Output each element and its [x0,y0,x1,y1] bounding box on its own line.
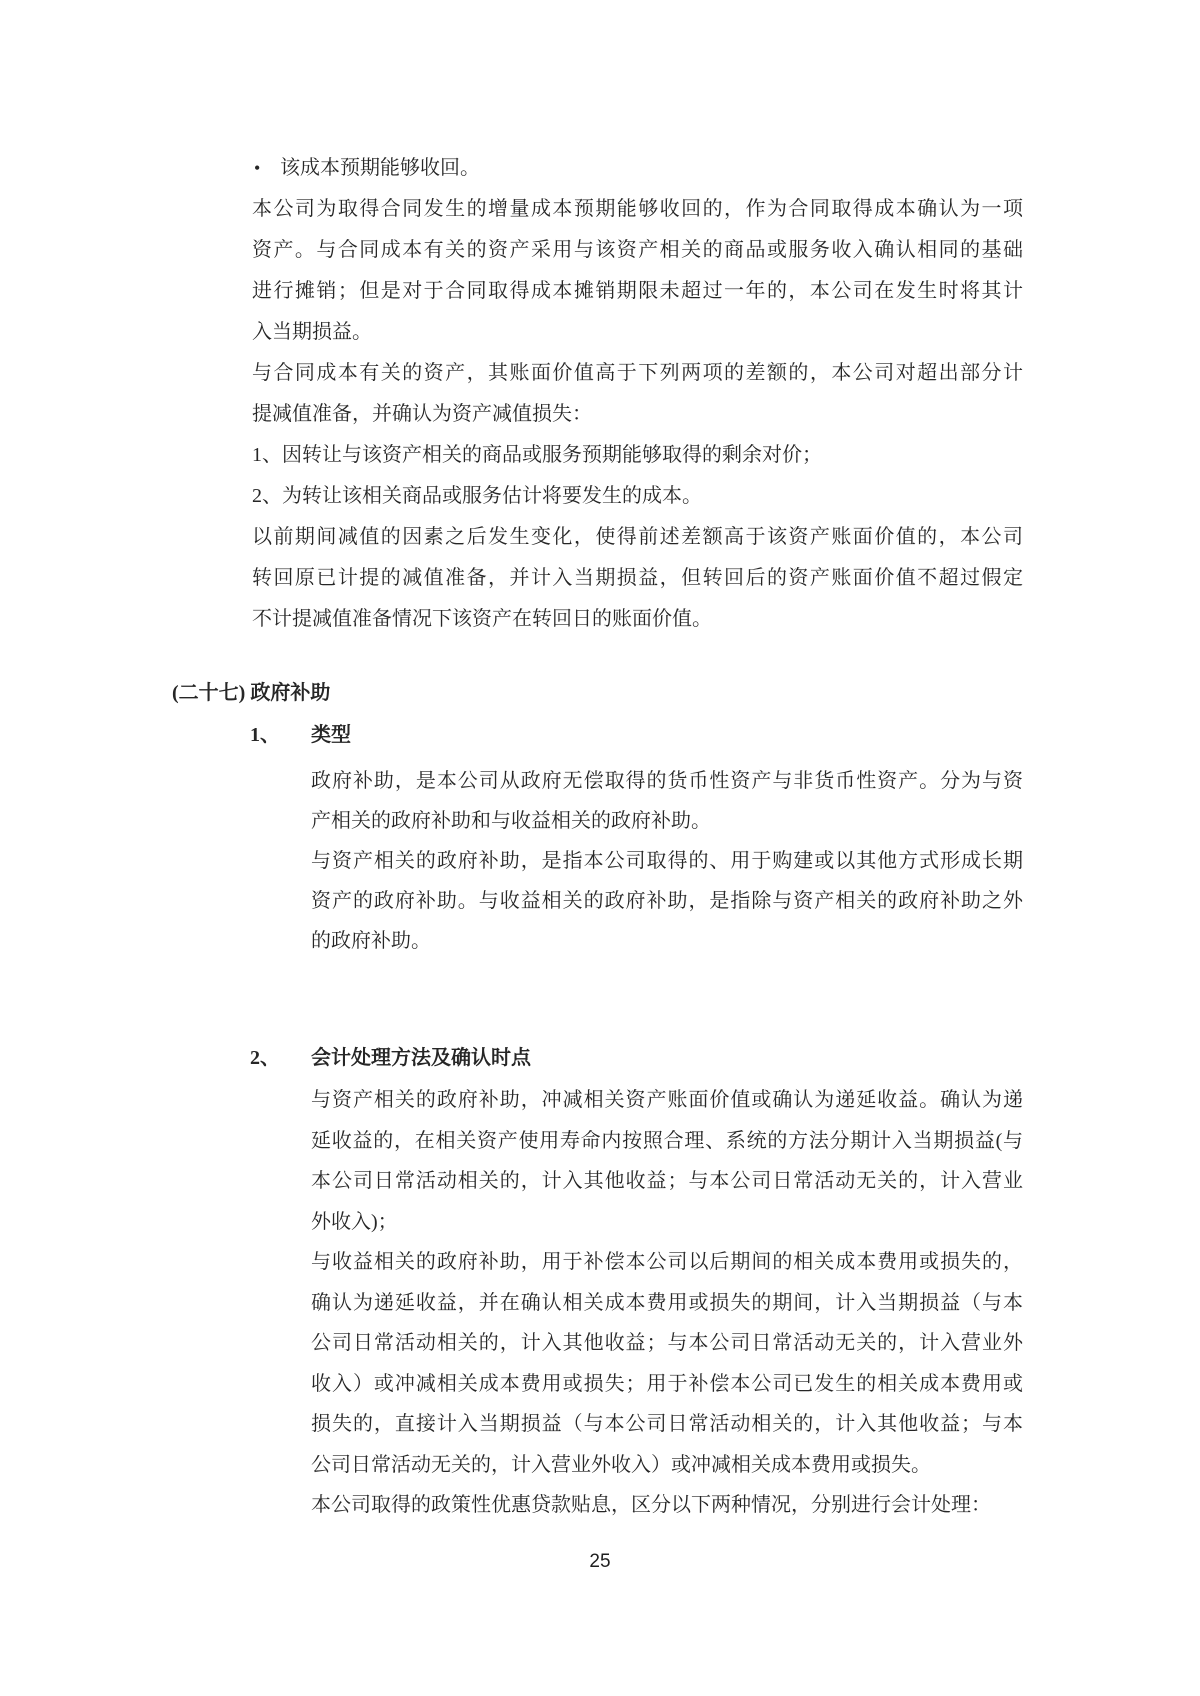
paragraph [252,476,1023,517]
text-line: 收入）或冲减相关成本费用或损失；用于补偿本公司已发生的相关成本费用或 [311,1372,1023,1395]
text-line: 以前期间减值的因素之后发生变化，使得前述差额高于该资产账面价值的，本公司 [252,526,1023,548]
subsection-number: 1、 [250,724,280,746]
paragraph [252,353,1023,435]
paragraph [311,1485,1023,1526]
text-line: 本公司日常活动相关的，计入其他收益；与本公司日常活动无关的，计入营业 [311,1170,1023,1192]
text-line: 转回原已计提的减值准备，并计入当期损益，但转回后的资产账面价值不超过假定 [252,567,1023,589]
text-line: 本公司取得的政策性优惠贷款贴息，区分以下两种情况，分别进行会计处理： [311,1494,991,1516]
paragraph [311,761,1023,841]
bullet-icon: • [254,158,261,178]
subsection-heading-2 [250,1038,531,1079]
text-line: 损失的，直接计入当期损益（与本公司日常活动相关的，计入其他收益；与本 [311,1413,1023,1435]
text-line: 外收入)； [311,1210,398,1233]
paragraph [252,517,1023,640]
bullet-item [252,148,1023,189]
page-number: 25 [589,1551,611,1572]
subsection-number: 2、 [250,1047,280,1069]
text-line: 延收益的，在相关资产使用寿命内按照合理、系统的方法分期计入当期损益(与 [311,1129,1023,1152]
paragraph [252,189,1023,353]
intro-block [252,148,1023,640]
text-line: 公司日常活动相关的，计入其他收益；与本公司日常活动无关的，计入营业外 [311,1332,1023,1354]
subsection-heading-1 [250,715,351,756]
text-line: 1、因转让与该资产相关的商品或服务预期能够取得的剩余对价； [252,444,822,466]
subsection-body-1 [311,761,1023,961]
text-line: 与收益相关的政府补助，用于补偿本公司以后期间的相关成本费用或损失的， [311,1251,1023,1273]
text-line: 与资产相关的政府补助，冲减相关资产账面价值或确认为递延收益。确认为递 [311,1089,1023,1111]
section-heading: (二十七) 政府补助 [172,682,331,704]
subsection-title: 类型 [311,724,351,746]
paragraph [311,841,1023,961]
text-line: 政府补助，是本公司从政府无偿取得的货币性资产与非货币性资产。分为与资 [311,770,1023,792]
bullet-text: 该成本预期能够收回。 [280,157,480,179]
text-line: 资产的政府补助。与收益相关的政府补助，是指除与资产相关的政府补助之外 [311,890,1023,912]
intro-paragraphs [252,189,1023,640]
text-line: 提减值准备，并确认为资产减值损失： [252,403,592,425]
paragraph [311,1242,1023,1485]
text-line: 本公司为取得合同发生的增量成本预期能够收回的，作为合同取得成本确认为一项 [252,198,1023,220]
subsection-body-2 [311,1080,1023,1526]
subsection-title: 会计处理方法及确认时点 [311,1047,531,1069]
paragraph [311,1080,1023,1242]
text-line: 产相关的政府补助和与收益相关的政府补助。 [311,810,711,832]
text-line: 公司日常活动无关的，计入营业外收入）或冲减相关成本费用或损失。 [311,1453,931,1476]
text-line: 与合同成本有关的资产，其账面价值高于下列两项的差额的，本公司对超出部分计 [252,362,1023,384]
text-line: 不计提减值准备情况下该资产在转回日的账面价值。 [252,608,712,630]
text-line: 确认为递延收益，并在确认相关成本费用或损失的期间，计入当期损益（与本 [311,1291,1023,1314]
text-line: 进行摊销；但是对于合同取得成本摊销期限未超过一年的，本公司在发生时将其计 [252,280,1023,302]
paragraph [252,435,1023,476]
text-line: 与资产相关的政府补助，是指本公司取得的、用于购建或以其他方式形成长期 [311,850,1023,872]
text-line: 资产。与合同成本有关的资产采用与该资产相关的商品或服务收入确认相同的基础 [252,239,1023,261]
text-line: 入当期损益。 [252,321,372,343]
text-line: 的政府补助。 [311,930,431,952]
text-line: 2、为转让该相关商品或服务估计将要发生的成本。 [252,485,702,507]
